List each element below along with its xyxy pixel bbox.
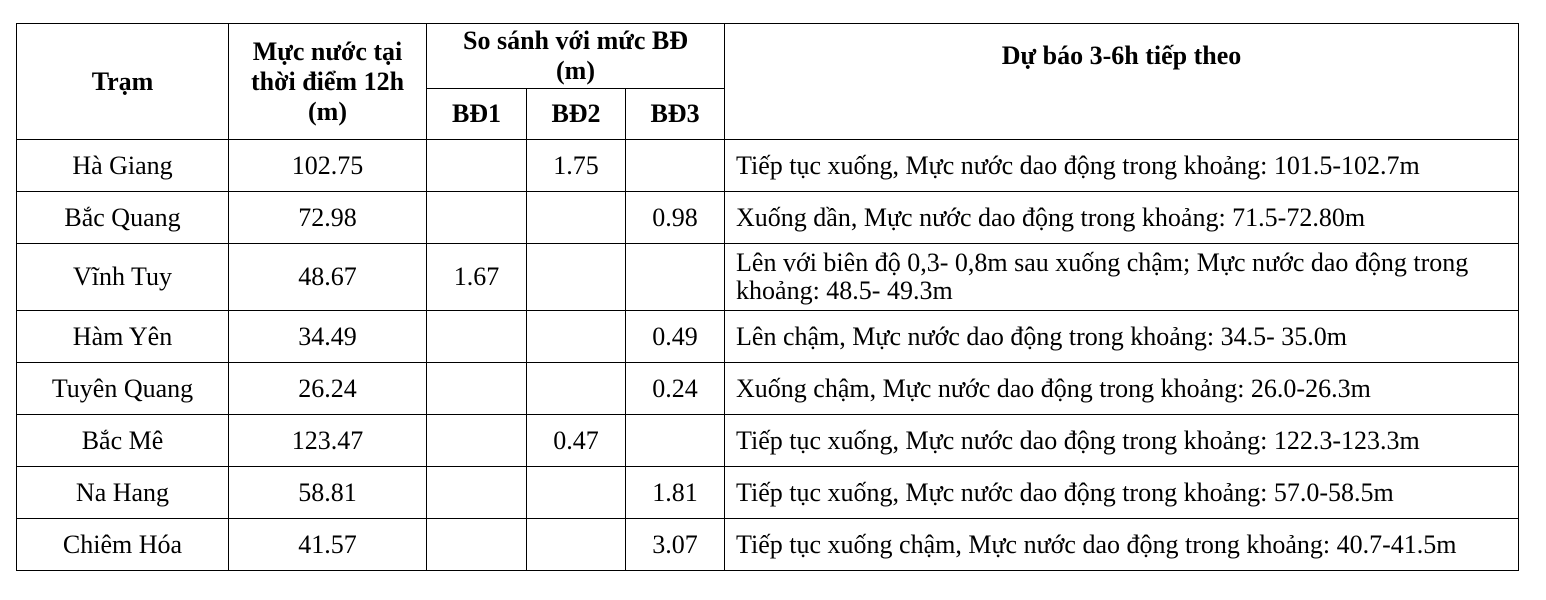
forecast-cell: Xuống dần, Mực nước dao động trong khoảng: 71.5-72.80m (725, 192, 1519, 244)
bd3-cell: 0.98 (626, 192, 725, 244)
bd3-cell: 1.81 (626, 467, 725, 519)
forecast-cell: Tiếp tục xuống, Mực nước dao động trong khoảng: 122.3-123.3m (725, 415, 1519, 467)
water-level-table (16, 23, 1519, 571)
level-cell: 72.98 (229, 192, 427, 244)
bd1-cell (427, 415, 527, 467)
station-cell: Na Hang (17, 467, 229, 519)
station-cell: Bắc Mê (17, 415, 229, 467)
header-station: Trạm (17, 24, 229, 140)
bd2-cell: 0.47 (527, 415, 626, 467)
header-bd3: BĐ3 (626, 89, 725, 140)
level-cell: 58.81 (229, 467, 427, 519)
bd1-cell (427, 140, 527, 192)
bd1-cell: 1.67 (427, 244, 527, 311)
bd2-cell (527, 244, 626, 311)
bd1-cell (427, 192, 527, 244)
bd3-cell (626, 244, 725, 311)
bd3-cell: 0.49 (626, 311, 725, 363)
level-cell: 26.24 (229, 363, 427, 415)
bd3-cell: 0.24 (626, 363, 725, 415)
bd1-cell (427, 363, 527, 415)
table-row (17, 192, 1519, 244)
station-cell: Hàm Yên (17, 311, 229, 363)
header-bd2: BĐ2 (527, 89, 626, 140)
level-cell: 102.75 (229, 140, 427, 192)
table-row (17, 415, 1519, 467)
level-cell: 48.67 (229, 244, 427, 311)
bd1-cell (427, 519, 527, 571)
table-row (17, 363, 1519, 415)
forecast-cell: Tiếp tục xuống, Mực nước dao động trong khoảng: 101.5-102.7m (725, 140, 1519, 192)
bd2-cell (527, 192, 626, 244)
bd2-cell (527, 519, 626, 571)
header-compare: So sánh với mức BĐ (m) (427, 24, 725, 89)
station-cell: Hà Giang (17, 140, 229, 192)
bd3-cell (626, 140, 725, 192)
station-cell: Chiêm Hóa (17, 519, 229, 571)
table-row (17, 467, 1519, 519)
bd3-cell (626, 415, 725, 467)
forecast-cell: Tiếp tục xuống, Mực nước dao động trong khoảng: 57.0-58.5m (725, 467, 1519, 519)
level-cell: 41.57 (229, 519, 427, 571)
bd1-cell (427, 311, 527, 363)
table-row (17, 519, 1519, 571)
header-forecast: Dự báo 3-6h tiếp theo (725, 24, 1519, 140)
bd2-cell (527, 363, 626, 415)
bd3-cell: 3.07 (626, 519, 725, 571)
header-level: Mực nước tại thời điểm 12h (m) (229, 24, 427, 140)
table-body (17, 140, 1519, 571)
level-cell: 34.49 (229, 311, 427, 363)
header-row-1 (17, 24, 1519, 89)
level-cell: 123.47 (229, 415, 427, 467)
table-row (17, 140, 1519, 192)
forecast-cell: Tiếp tục xuống chậm, Mực nước dao động trong khoảng: 40.7-41.5m (725, 519, 1519, 571)
table-row (17, 244, 1519, 311)
station-cell: Vĩnh Tuy (17, 244, 229, 311)
station-cell: Tuyên Quang (17, 363, 229, 415)
bd2-cell (527, 467, 626, 519)
forecast-cell: Lên với biên độ 0,3- 0,8m sau xuống chậm; Mực nước dao động trong khoảng: 48.5- 49.3m (725, 244, 1519, 311)
station-cell: Bắc Quang (17, 192, 229, 244)
forecast-cell: Xuống chậm, Mực nước dao động trong khoảng: 26.0-26.3m (725, 363, 1519, 415)
bd1-cell (427, 467, 527, 519)
bd2-cell (527, 311, 626, 363)
table-row (17, 311, 1519, 363)
bd2-cell: 1.75 (527, 140, 626, 192)
header-bd1: BĐ1 (427, 89, 527, 140)
forecast-cell: Lên chậm, Mực nước dao động trong khoảng: 34.5- 35.0m (725, 311, 1519, 363)
